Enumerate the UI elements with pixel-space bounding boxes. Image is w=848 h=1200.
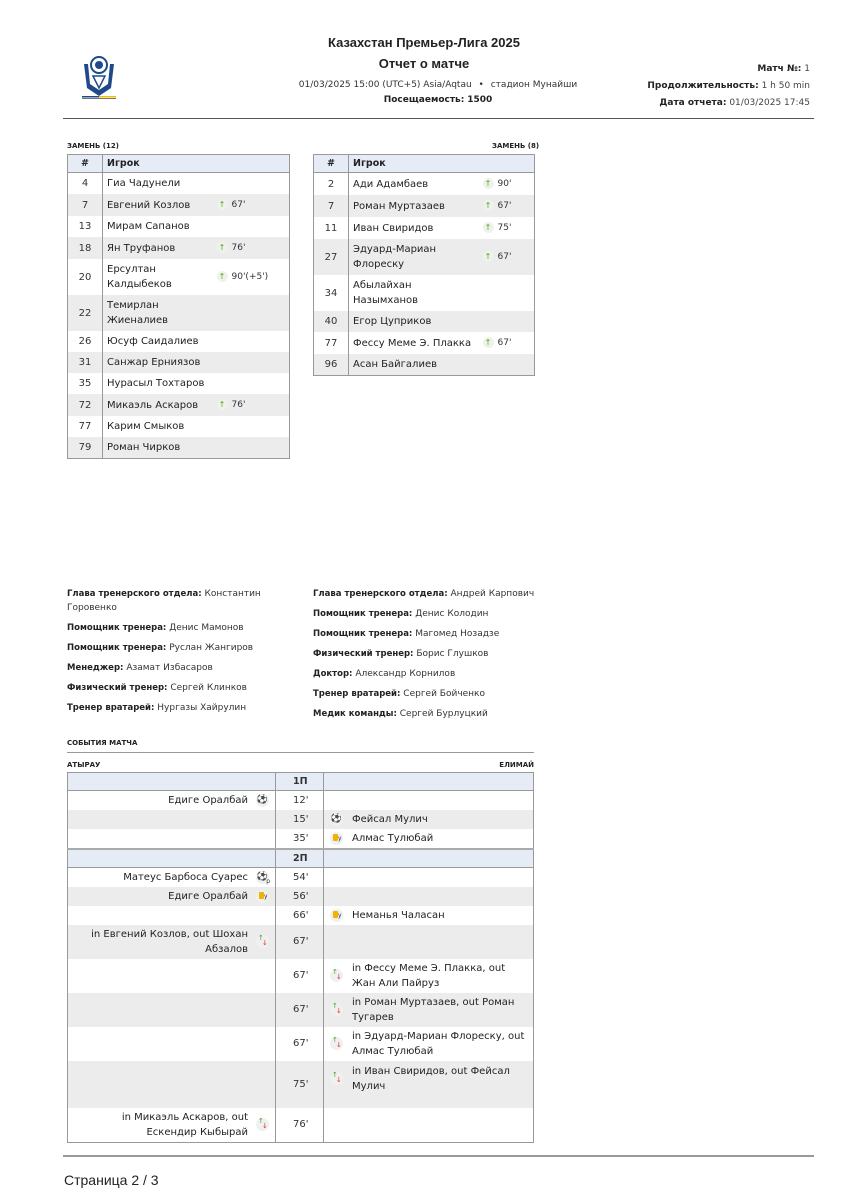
sub-in-cell xyxy=(213,352,290,373)
event-left-text: in Евгений Козлов, out Шохан Абзалов xyxy=(91,928,248,955)
event-left xyxy=(68,906,276,925)
table-row xyxy=(68,416,290,437)
sub-in-time xyxy=(483,338,512,348)
sub-in-time xyxy=(483,179,512,189)
player-name: Нурасыл Тохтаров xyxy=(107,378,205,389)
table-row xyxy=(314,332,535,354)
staff-role: Помощник тренера: xyxy=(67,623,167,633)
duration-value: 1 h 50 min xyxy=(761,81,810,91)
sub-in-icon: ↑ xyxy=(483,337,494,348)
sub-in-icon: ↑ xyxy=(217,271,228,282)
event-minute: 15' xyxy=(276,810,324,829)
event-left xyxy=(68,1061,276,1108)
table-row xyxy=(314,275,535,311)
sub-in-icon: ↑ xyxy=(217,199,228,210)
sub-in-cell xyxy=(213,437,290,459)
event-left-text: Едиге Оралбай xyxy=(168,890,248,902)
player-number: 27 xyxy=(314,239,349,275)
player-name: Темирлан Жиеналиев xyxy=(103,295,213,331)
event-right xyxy=(324,887,534,906)
event-row xyxy=(68,993,534,1027)
event-right xyxy=(324,993,534,1027)
sub-in-icon: ↑ xyxy=(217,399,228,410)
sub-in-time xyxy=(483,201,512,211)
subs-left-table xyxy=(67,154,290,459)
event-right-text: in Эдуард-Мариан Флореску, out Алмас Тулюбай xyxy=(352,1030,525,1057)
event-row xyxy=(68,887,534,906)
player-name: Карим Смыков xyxy=(107,421,185,432)
yellow-card-icon xyxy=(330,832,343,845)
stadium: стадион Мунайши xyxy=(490,80,578,90)
event-left xyxy=(68,887,276,906)
event-minute: 67' xyxy=(276,1027,324,1061)
event-row xyxy=(68,1061,534,1108)
event-minute: 54' xyxy=(276,867,324,887)
event-left xyxy=(68,810,276,829)
player-name: Евгений Козлов xyxy=(103,194,213,216)
substitution-icon xyxy=(330,969,343,982)
sub-in-cell xyxy=(479,195,535,217)
sub-in-icon: ↑ xyxy=(483,200,494,211)
event-minute: 76' xyxy=(276,1108,324,1143)
sub-in-cell xyxy=(479,173,535,196)
staff-name: Сергей Клинков xyxy=(170,683,247,693)
player-number: 2 xyxy=(314,173,349,196)
player-name: Ян Труфанов xyxy=(103,237,213,259)
table-row xyxy=(314,195,535,217)
event-right xyxy=(324,925,534,959)
col-num: # xyxy=(68,155,103,173)
event-left-content xyxy=(72,927,269,957)
player-number: 72 xyxy=(68,394,103,416)
event-row xyxy=(68,959,534,993)
event-minute: 56' xyxy=(276,887,324,906)
sub-in-minute: 76' xyxy=(231,243,246,253)
sub-in-cell xyxy=(213,331,290,352)
yellow-card-icon xyxy=(256,890,269,903)
event-left xyxy=(68,925,276,959)
event-left-text: in Микаэль Аскаров, out Ескендир Кыбырай xyxy=(121,1111,248,1138)
event-left xyxy=(68,1027,276,1061)
table-header xyxy=(68,155,290,173)
events-divider xyxy=(67,752,534,753)
table-row xyxy=(314,217,535,239)
staff-name: Денис Мамонов xyxy=(169,623,244,633)
col-player: Игрок xyxy=(349,155,535,173)
sub-in-cell xyxy=(479,354,535,376)
penalty-goal-icon xyxy=(256,871,269,884)
player-number: 31 xyxy=(68,352,103,373)
staff-role: Глава тренерского отдела: xyxy=(67,589,202,599)
sub-in-cell xyxy=(213,295,290,331)
table-row xyxy=(68,194,290,216)
staff-member xyxy=(313,687,548,701)
staff-name: Нургазы Хайрулин xyxy=(157,703,247,713)
event-right xyxy=(324,1061,534,1108)
player-number: 18 xyxy=(68,237,103,259)
goal-icon xyxy=(330,813,343,826)
event-left xyxy=(68,1108,276,1143)
event-right xyxy=(324,906,534,925)
sub-in-time xyxy=(483,252,512,262)
event-right xyxy=(324,810,534,829)
sub-in-cell xyxy=(479,217,535,239)
event-right-text: in Фессу Меме Э. Плакка, out Жан Али Пайруз xyxy=(352,962,506,989)
report-date-value: 01/03/2025 17:45 xyxy=(729,98,810,108)
event-minute: 35' xyxy=(276,829,324,849)
half-header-row xyxy=(68,849,534,867)
player-name: Роман Чирков xyxy=(103,437,213,459)
sub-in-minute: 67' xyxy=(231,200,246,210)
staff-role: Менеджер: xyxy=(67,663,124,673)
player-number: 35 xyxy=(68,373,103,394)
player-name: Ерсултан Калдыбеков xyxy=(107,264,172,290)
table-row xyxy=(68,373,290,394)
sub-in-minute: 67' xyxy=(497,252,512,262)
sub-in-icon: ↑ xyxy=(483,222,494,233)
event-right-text: Фейсал Мулич xyxy=(352,814,428,825)
staff-name: Магомед Нозадзе xyxy=(415,629,500,639)
staff-role: Тренер вратарей: xyxy=(313,689,401,699)
player-number: 22 xyxy=(68,295,103,331)
staff-role: Глава тренерского отдела: xyxy=(313,589,448,599)
sub-in-minute: 90' xyxy=(497,179,512,189)
staff-role: Помощник тренера: xyxy=(67,643,167,653)
sub-in-icon: ↑ xyxy=(483,178,494,189)
staff-member xyxy=(313,707,548,721)
staff-member xyxy=(67,661,282,675)
staff-role: Тренер вратарей: xyxy=(67,703,155,713)
staff-name: Азамат Избасаров xyxy=(126,663,213,673)
player-name: Иван Свиридов xyxy=(353,222,434,234)
table-row xyxy=(314,354,535,376)
substitution-icon xyxy=(330,1003,343,1016)
sub-in-cell xyxy=(213,194,290,216)
subs-left-title: ЗАМЕНЬ (12) xyxy=(67,142,119,150)
staff-member xyxy=(313,647,548,661)
sub-in-icon: ↑ xyxy=(483,251,494,262)
table-row xyxy=(314,311,535,332)
subs-right-title: ЗАМЕНЬ (8) xyxy=(492,142,540,150)
substitution-icon xyxy=(330,1037,343,1050)
staff-member xyxy=(313,627,548,641)
event-row xyxy=(68,791,534,811)
substitution-icon xyxy=(256,1118,269,1131)
event-row xyxy=(68,925,534,959)
sub-in-cell xyxy=(213,173,290,195)
event-right-text: Алмас Тулюбай xyxy=(352,833,434,844)
match-number-label: Матч №: xyxy=(757,64,802,74)
staff-name: Денис Колодин xyxy=(415,609,489,619)
staff-member xyxy=(313,587,548,601)
table-row xyxy=(68,394,290,416)
report-date xyxy=(659,98,810,108)
event-minute: 67' xyxy=(276,959,324,993)
sub-in-cell xyxy=(479,332,535,354)
player-number: 4 xyxy=(68,173,103,195)
event-right xyxy=(324,1027,534,1061)
staff-member xyxy=(67,587,282,615)
event-minute: 67' xyxy=(276,993,324,1027)
sub-in-minute: 67' xyxy=(497,338,512,348)
event-right-content xyxy=(330,1029,529,1059)
match-number-value: 1 xyxy=(804,64,810,74)
sub-in-cell xyxy=(479,239,535,275)
event-left xyxy=(68,959,276,993)
event-left-content xyxy=(72,1110,269,1140)
staff-left xyxy=(67,587,282,721)
event-right-content xyxy=(330,995,529,1025)
staff-name: Борис Глушков xyxy=(416,649,489,659)
table-row xyxy=(68,352,290,373)
col-player: Игрок xyxy=(103,155,290,173)
player-number: 77 xyxy=(68,416,103,437)
player-name: Гиа Чадунели xyxy=(107,178,181,189)
staff-role: Физический тренер: xyxy=(67,683,168,693)
player-number: 77 xyxy=(314,332,349,354)
table-row xyxy=(68,216,290,237)
event-right xyxy=(324,791,534,811)
staff-member xyxy=(313,607,548,621)
sub-in-time xyxy=(217,400,246,410)
staff-member xyxy=(67,641,282,655)
player-number: 40 xyxy=(314,311,349,332)
player-number: 7 xyxy=(314,195,349,217)
staff-role: Доктор: xyxy=(313,669,353,679)
sub-in-time xyxy=(483,223,512,233)
sub-in-minute: 67' xyxy=(497,201,512,211)
table-row xyxy=(68,331,290,352)
yellow-card-icon xyxy=(330,909,343,922)
event-left-content xyxy=(72,889,269,904)
event-right xyxy=(324,867,534,887)
player-number: 34 xyxy=(314,275,349,311)
event-right xyxy=(324,1108,534,1143)
player-name: Санжар Ерниязов xyxy=(103,352,213,373)
staff-right xyxy=(313,587,548,727)
sub-in-cell xyxy=(213,416,290,437)
sub-in-time xyxy=(217,243,246,253)
player-name: Роман Муртазаев xyxy=(349,195,479,217)
staff-member xyxy=(67,621,282,635)
player-name: Эдуард-Мариан Флореску xyxy=(349,239,479,275)
substitution-icon xyxy=(256,935,269,948)
event-row xyxy=(68,1108,534,1143)
footer-divider xyxy=(63,1155,814,1157)
event-right-text: in Роман Муртазаев, out Роман Тугарев xyxy=(352,996,515,1023)
substitution-icon xyxy=(330,1072,343,1085)
sub-in-cell xyxy=(213,394,290,416)
event-left xyxy=(68,829,276,849)
league-title: Казахстан Премьер-Лига 2025 xyxy=(328,35,520,50)
event-right-content xyxy=(330,1064,529,1094)
sub-in-cell xyxy=(213,216,290,237)
event-minute: 67' xyxy=(276,925,324,959)
event-left xyxy=(68,993,276,1027)
event-left xyxy=(68,867,276,887)
staff-role: Помощник тренера: xyxy=(313,629,413,639)
table-row xyxy=(68,173,290,195)
sub-in-time xyxy=(217,200,246,210)
player-number: 79 xyxy=(68,437,103,459)
player-name: Ади Адамбаев xyxy=(353,178,429,190)
event-left-content xyxy=(72,793,269,808)
table-row xyxy=(68,295,290,331)
table-row xyxy=(68,437,290,459)
sub-in-minute: 75' xyxy=(497,223,512,233)
staff-role: Физический тренер: xyxy=(313,649,414,659)
player-name: Мирам Сапанов xyxy=(107,221,190,232)
player-name: Фессу Меме Э. Плакка xyxy=(353,337,472,349)
event-right-content xyxy=(330,831,529,846)
player-name: Юсуф Саидалиев xyxy=(107,336,199,347)
sub-in-cell xyxy=(213,237,290,259)
page-number: Страница 2 / 3 xyxy=(64,1172,159,1188)
event-minute: 12' xyxy=(276,791,324,811)
sub-in-cell xyxy=(479,311,535,332)
staff-role: Помощник тренера: xyxy=(313,609,413,619)
attendance-label: Посещаемость: xyxy=(383,95,465,105)
report-date-label: Дата отчета: xyxy=(659,98,727,108)
event-row xyxy=(68,867,534,887)
sub-in-cell xyxy=(213,373,290,394)
staff-name: Сергей Бурлуцкий xyxy=(399,709,488,719)
staff-name: Александр Корнилов xyxy=(355,669,456,679)
header-divider xyxy=(63,118,814,119)
player-number: 7 xyxy=(68,194,103,216)
team-right-name: ЕЛИМАЙ xyxy=(499,761,534,769)
player-number: 96 xyxy=(314,354,349,376)
event-right xyxy=(324,959,534,993)
event-right-text: Неманья Чаласан xyxy=(352,909,445,921)
sub-in-time xyxy=(217,272,269,282)
staff-name: Руслан Жангиров xyxy=(169,643,254,653)
col-num: # xyxy=(314,155,349,173)
match-number xyxy=(757,64,810,74)
staff-member xyxy=(67,701,282,715)
staff-name: Андрей Карпович xyxy=(450,589,535,599)
event-right-text: in Иван Свиридов, out Фейсал Мулич xyxy=(352,1065,510,1092)
staff-name: Сергей Бойченко xyxy=(403,689,486,699)
player-name: Абылайхан Назымханов xyxy=(353,280,418,306)
half-label: 2П xyxy=(276,849,324,867)
event-minute: 66' xyxy=(276,906,324,925)
table-row xyxy=(314,239,535,275)
sub-in-icon: ↑ xyxy=(217,242,228,253)
table-header xyxy=(314,155,535,173)
sub-in-minute: 90'(+5') xyxy=(231,272,269,282)
player-name: Асан Байгалиев xyxy=(349,354,479,376)
event-left-content xyxy=(72,870,269,885)
event-row xyxy=(68,829,534,849)
table-row xyxy=(68,259,290,295)
event-row xyxy=(68,906,534,925)
team-left-name: АТЫРАУ xyxy=(67,761,101,769)
event-left xyxy=(68,773,276,791)
sub-in-cell xyxy=(479,275,535,311)
event-right-content xyxy=(330,812,529,827)
separator: • xyxy=(478,80,484,90)
subs-right-table xyxy=(313,154,535,376)
event-minute: 75' xyxy=(276,1061,324,1108)
sub-in-minute: 76' xyxy=(231,400,246,410)
goal-icon xyxy=(256,794,269,807)
event-right-content xyxy=(330,908,529,923)
sub-in-cell xyxy=(213,259,290,295)
player-name: Егор Цуприков xyxy=(349,311,479,332)
table-row xyxy=(68,237,290,259)
player-number: 11 xyxy=(314,217,349,239)
event-right xyxy=(324,849,534,867)
event-left xyxy=(68,849,276,867)
staff-role: Медик команды: xyxy=(313,709,397,719)
duration-label: Продолжительность: xyxy=(647,81,759,91)
event-left-text: Матеус Барбоса Суарес xyxy=(123,871,248,883)
event-row xyxy=(68,810,534,829)
event-row xyxy=(68,1027,534,1061)
player-number: 26 xyxy=(68,331,103,352)
match-datetime: 01/03/2025 15:00 (UTC+5) Asia/Aqtau xyxy=(298,80,472,90)
event-right xyxy=(324,829,534,849)
staff-name: Константин Горовенко xyxy=(67,589,261,613)
staff-member xyxy=(313,667,548,681)
staff-member xyxy=(67,681,282,695)
event-right xyxy=(324,773,534,791)
event-left xyxy=(68,791,276,811)
attendance-value: 1500 xyxy=(467,95,493,105)
half-header-row xyxy=(68,773,534,791)
player-name: Микаэль Аскаров xyxy=(103,394,213,416)
event-right-content xyxy=(330,961,529,991)
table-row xyxy=(314,173,535,196)
events-table xyxy=(67,772,534,1143)
player-number: 13 xyxy=(68,216,103,237)
events-title: СОБЫТИЯ МАТЧА xyxy=(67,739,138,747)
player-number: 20 xyxy=(68,259,103,295)
half-label: 1П xyxy=(276,773,324,791)
duration xyxy=(647,81,810,91)
event-left-text: Едиге Оралбай xyxy=(168,795,248,806)
report-title: Отчет о матче xyxy=(378,56,470,71)
